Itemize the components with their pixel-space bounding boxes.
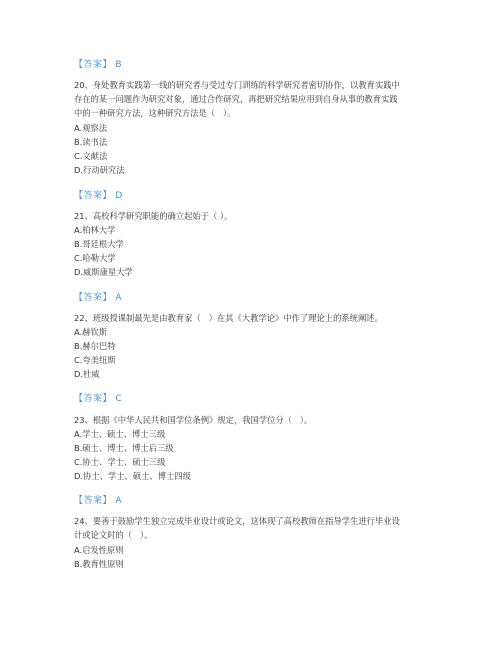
question-20-option-b: B.读书法 bbox=[74, 137, 108, 147]
answer-q22: 【答案】 C bbox=[74, 394, 123, 404]
question-20-stem-line-2: 存在的某一问题作为研究对象，通过合作研究，再把研究结果应用到自身从事的教育实践 bbox=[74, 94, 398, 104]
question-21-option-a: A.柏林大学 bbox=[74, 225, 116, 235]
question-20-option-d: D.行动研究法 bbox=[74, 165, 125, 175]
question-24-option-b: B.教育性原则 bbox=[74, 559, 124, 569]
question-23-option-c: C.协士、学士、硕士三级 bbox=[74, 457, 166, 467]
answer-q21: 【答案】 A bbox=[74, 293, 123, 303]
question-21-option-c: C.哈勒大学 bbox=[74, 253, 116, 263]
answer-q19: 【答案】 B bbox=[74, 60, 123, 70]
question-22-stem-line-1: 22、班级授课制最先是由教育家（ ）在其《大教学论》中作了理论上的系统阐述。 bbox=[74, 313, 383, 323]
question-21-option-b: B.哥廷根大学 bbox=[74, 239, 124, 249]
question-20-stem-line-3: 中的一种研究方法，这种研究方法是（ ）。 bbox=[74, 108, 236, 118]
question-24-stem-line-2: 计或论文时的（ ）。 bbox=[74, 530, 153, 540]
question-24-option-a: A.启发性原则 bbox=[74, 545, 124, 555]
question-23-stem-line-1: 23、根据《中华人民共和国学位条例》规定，我国学位分（ ）。 bbox=[74, 415, 313, 425]
question-24-stem-line-1: 24、要善于鼓励学生独立完成毕业设计或论文，这体现了高校教师在指导学生进行毕业设 bbox=[74, 516, 400, 526]
question-22-option-d: D.杜威 bbox=[74, 369, 100, 379]
question-20-option-c: C.文献法 bbox=[74, 151, 108, 161]
question-23-option-d: D.协士、学士、硕士、博士四级 bbox=[74, 471, 191, 481]
answer-q20: 【答案】 D bbox=[74, 191, 123, 201]
question-20-stem-line-1: 20、身处教育实践第一线的研究者与受过专门训练的科学研究者密切协作，以教育实践中 bbox=[74, 80, 400, 90]
answer-q23: 【答案】 A bbox=[74, 496, 123, 506]
question-21-option-d: D.威斯康星大学 bbox=[74, 267, 133, 277]
question-20-option-a: A.观察法 bbox=[74, 123, 108, 133]
question-21-stem-line-1: 21、高校科学研究职能的确立起始于（ ）。 bbox=[74, 211, 233, 221]
question-22-option-b: B.赫尔巴特 bbox=[74, 341, 116, 351]
question-22-option-c: C.夸美纽斯 bbox=[74, 355, 116, 365]
question-23-option-a: A.学士、硕士、博士三级 bbox=[74, 429, 166, 439]
question-22-option-a: A.赫钦斯 bbox=[74, 327, 108, 337]
question-23-option-b: B.硕士、博士、博士后三级 bbox=[74, 443, 174, 453]
